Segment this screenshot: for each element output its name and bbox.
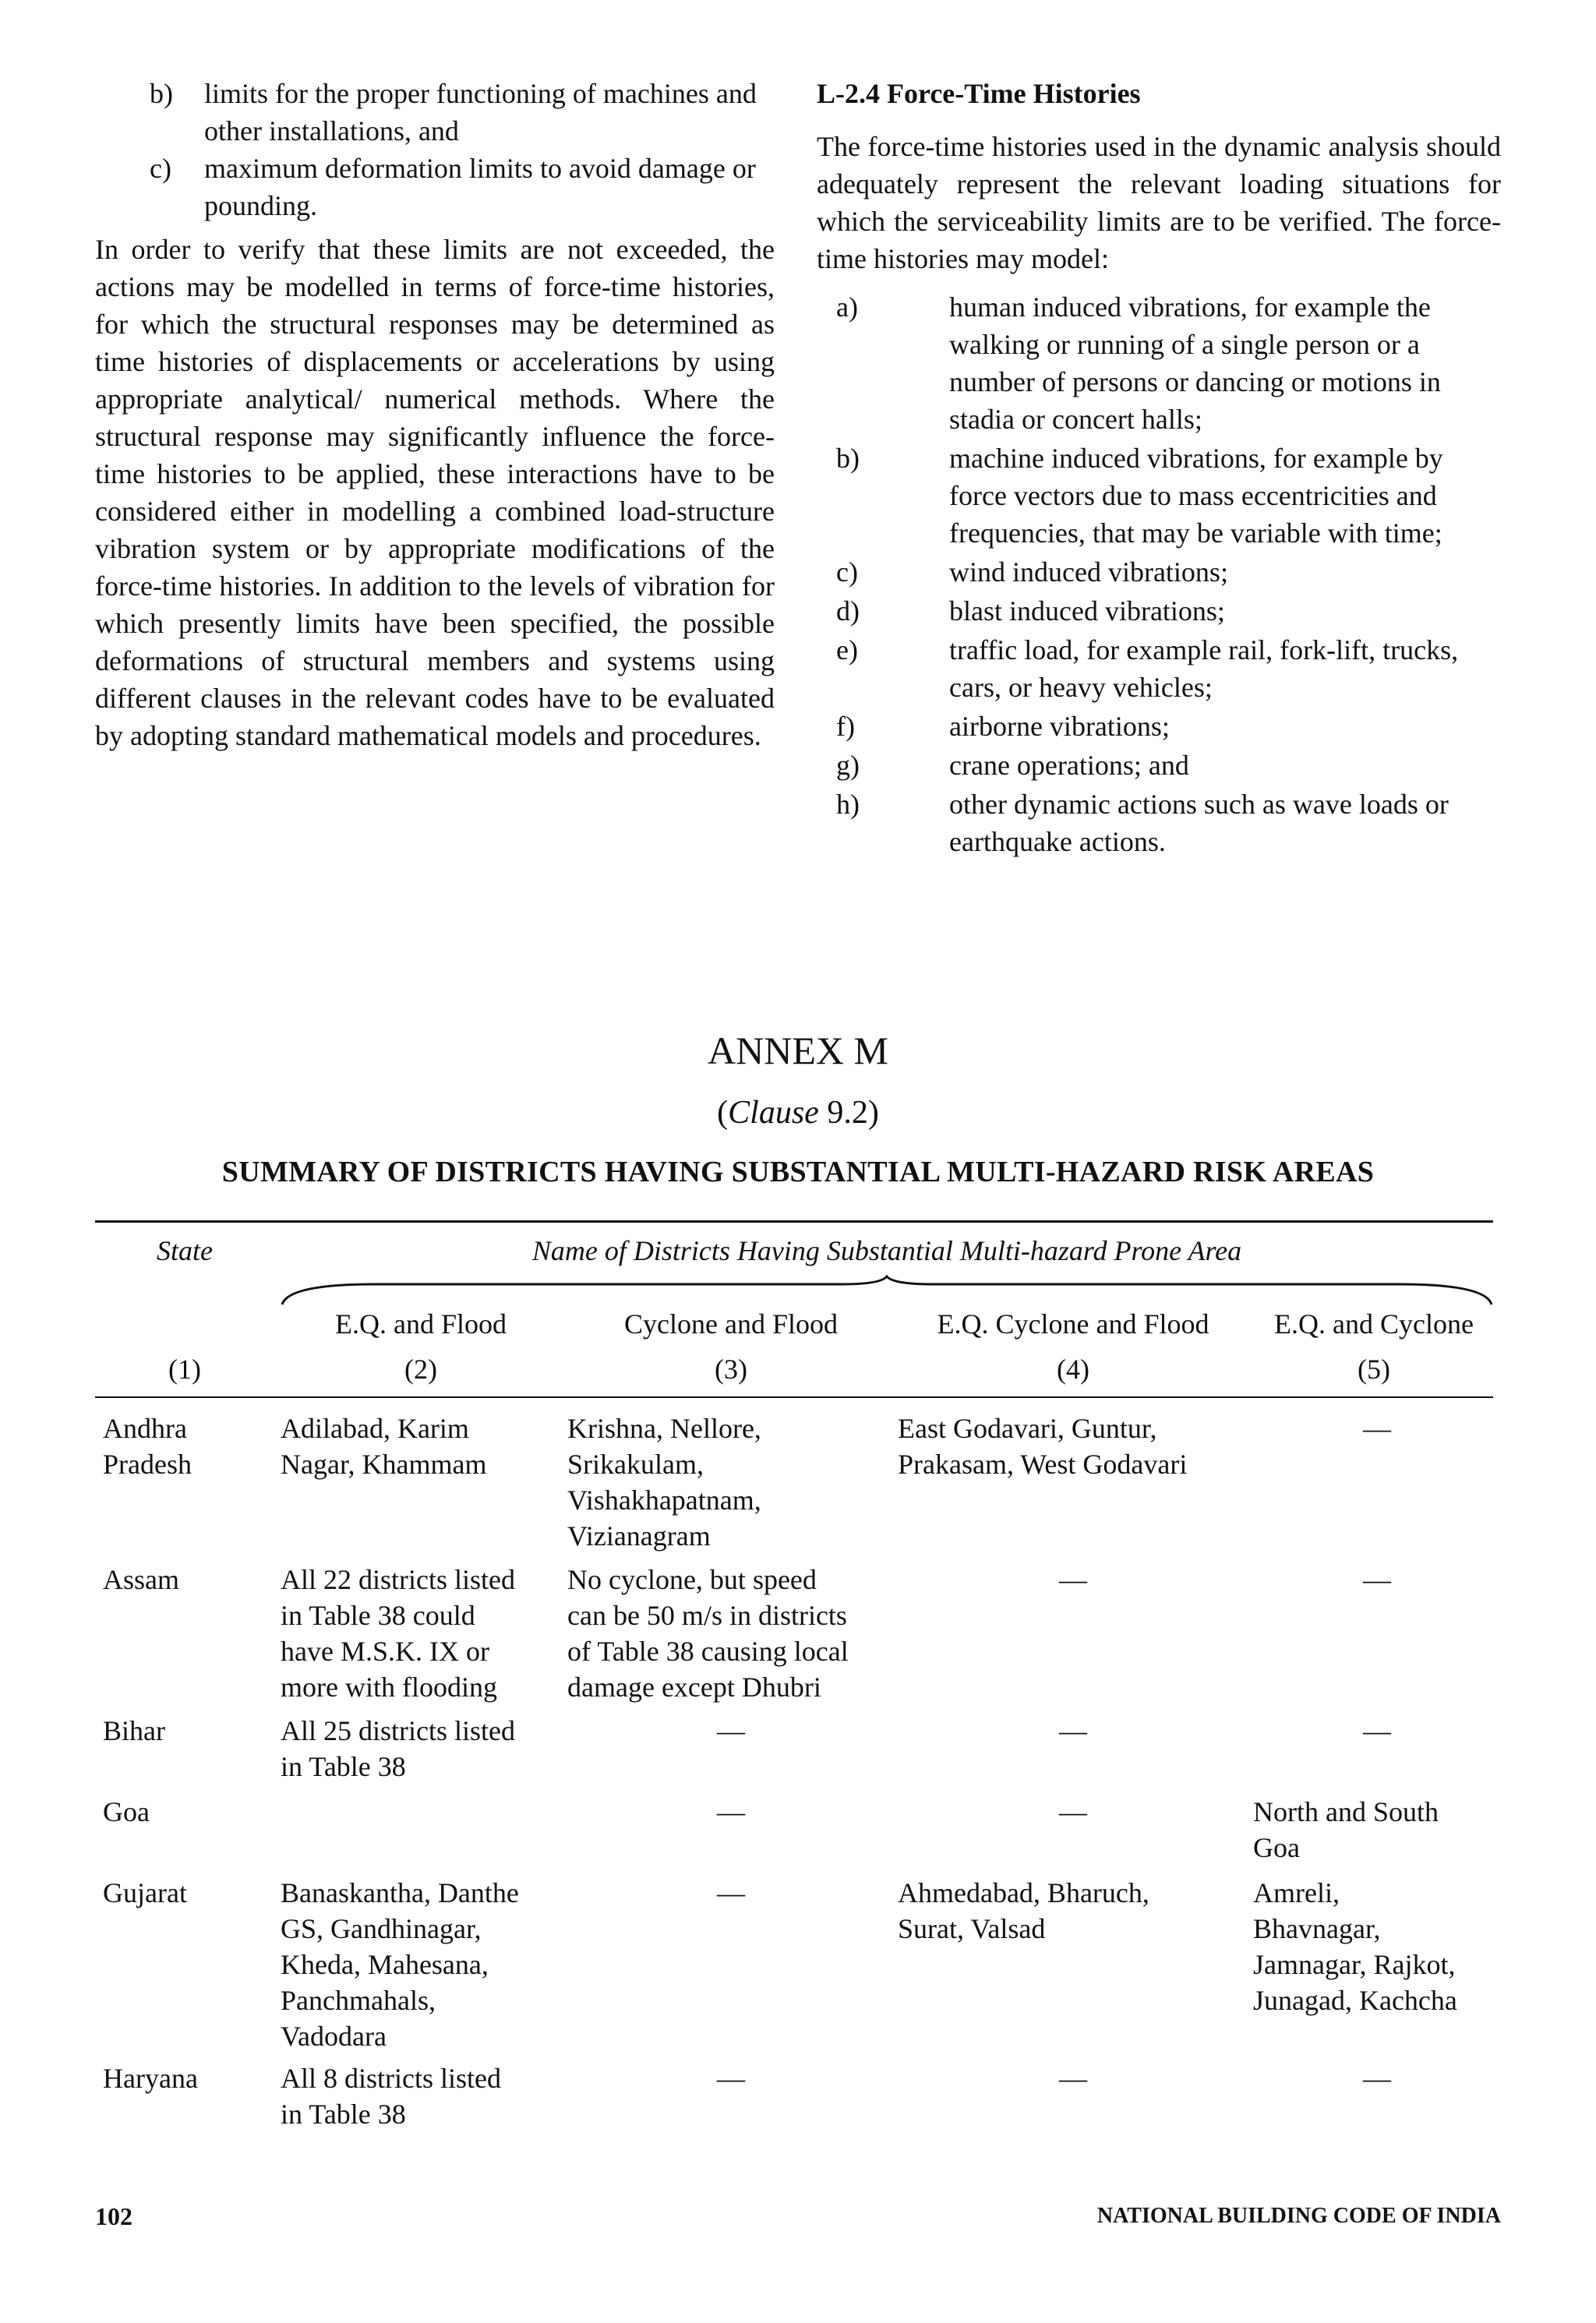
table-cell: East Godavari, Guntur, Prakasam, West Godavari <box>898 1413 1188 1480</box>
column-number: (1) <box>168 1354 201 1385</box>
list-text: limits for the proper functioning of machines and other installations, and <box>204 78 757 147</box>
table-cell: — <box>717 1796 745 1827</box>
table-cell: — <box>1059 1564 1087 1595</box>
list-text: wind induced vibrations; <box>949 556 1228 588</box>
column-number: (3) <box>715 1354 747 1385</box>
table-cell-state: Andhra Pradesh <box>103 1413 192 1480</box>
right-column <box>817 75 1501 860</box>
list-label: b) <box>150 78 173 109</box>
list-item <box>817 631 1501 706</box>
force-time-list <box>817 288 1501 860</box>
clause-word: Clause <box>728 1095 819 1131</box>
table-cell: — <box>1363 1413 1391 1444</box>
table-cell: All 25 districts listed in Table 38 <box>281 1715 515 1782</box>
table-cell: — <box>717 2063 745 2094</box>
table-cell-state: Gujarat <box>103 1877 187 1908</box>
column-header-eq-cyclone: E.Q. and Cyclone <box>1274 1308 1474 1340</box>
table-cell: Ahmedabad, Bharuch, Surat, Valsad <box>898 1877 1149 1944</box>
list-label: a) <box>836 291 858 323</box>
table-cell: All 22 districts listed in Table 38 could have M.S.K. IX or more with flooding <box>281 1564 515 1703</box>
table-cell-state: Haryana <box>103 2063 198 2094</box>
list-label: c) <box>150 153 171 184</box>
annex-title: ANNEX M <box>708 1029 888 1072</box>
header-brace <box>281 1275 1493 1306</box>
list-label: g) <box>836 750 860 781</box>
table-cell: — <box>717 1877 745 1908</box>
column-header-eq-cyclone-flood: E.Q. Cyclone and Flood <box>937 1308 1209 1340</box>
column-header-cyclone-flood: Cyclone and Flood <box>624 1308 838 1340</box>
table-cell: — <box>1363 1715 1391 1746</box>
table-cell: — <box>1363 2063 1391 2094</box>
list-item-b <box>95 75 775 150</box>
state-header: State <box>157 1235 213 1266</box>
table-cell-state: Goa <box>103 1796 150 1827</box>
list-item <box>817 553 1501 591</box>
list-item <box>817 288 1501 438</box>
list-item <box>817 708 1501 745</box>
list-item-c <box>95 150 775 224</box>
list-text: human induced vibrations, for example the walking or running of a single person or a number of persons or dancing or motions in stadia or concert halls; <box>949 291 1441 435</box>
column-number: (5) <box>1358 1354 1390 1385</box>
publication-title: NATIONAL BUILDING CODE OF INDIA <box>1096 2204 1501 2228</box>
list-item <box>817 440 1501 552</box>
table-cell: — <box>1363 1564 1391 1595</box>
verification-paragraph: In order to verify that these limits are not exceeded, the actions may be modelled in terms of force-time histories, for which the structural responses may be determined as time histories of displacements or accelerations by using appropriate analytical/ numerical methods. Where the structural response may significantly influence the force-time histories to be applied, these interactions have to be considered either in modelling a combined load-structure vibration system or by appropriate modifications of the force-time histories. In addition to the levels of vibration for which presently limits have been specified, the possible deformations of structural members and systems using different clauses in the relevant codes have to be evaluated by adopting standard mathematical models and procedures. <box>95 234 775 751</box>
table-cell: — <box>1059 1796 1087 1827</box>
list-text: maximum deformation limits to avoid damage or pounding. <box>204 153 756 221</box>
list-label: f) <box>836 711 855 742</box>
annex-heading: SUMMARY OF DISTRICTS HAVING SUBSTANTIAL MULTI-HAZARD RISK AREAS <box>221 1156 1375 1188</box>
list-label: b) <box>836 443 860 474</box>
left-column <box>95 75 775 754</box>
list-text: other dynamic actions such as wave loads or earthquake actions. <box>949 789 1449 857</box>
list-text: blast induced vibrations; <box>949 595 1225 627</box>
list-item <box>817 747 1501 784</box>
table-cell: — <box>1059 2063 1087 2094</box>
list-text: traffic load, for example rail, fork-lift, trucks, cars, or heavy vehicles; <box>949 634 1459 703</box>
table-cell: All 8 districts listed in Table 38 <box>281 2063 501 2130</box>
clause-number: 9.2 <box>827 1095 868 1131</box>
section-intro: The force-time histories used in the dynamic analysis should adequately represent the relevant loading situations for which the serviceability limits are to be verified. The force-time histories may model: <box>817 131 1501 274</box>
table-cell: North and South Goa <box>1253 1796 1439 1863</box>
list-label: d) <box>836 595 860 627</box>
list-text: machine induced vibrations, for example by force vectors due to mass eccentricities and frequencies, that may be variable with time; <box>949 443 1443 549</box>
table-cell-state: Bihar <box>103 1715 165 1746</box>
table-cell: Krishna, Nellore, Srikakulam, Vishakhapatnam, Vizianagram <box>567 1413 761 1552</box>
table-cell: No cyclone, but speed can be 50 m/s in districts of Table 38 causing local damage except Dhubri <box>567 1564 849 1703</box>
list-label: e) <box>836 634 858 665</box>
column-number: (2) <box>404 1354 437 1385</box>
list-label: h) <box>836 789 860 820</box>
table-cell: Amreli, Bhavnagar, Jamnagar, Rajkot, Junagad, Kachcha <box>1253 1877 1457 2016</box>
column-header-eq-flood: E.Q. and Flood <box>335 1308 507 1340</box>
list-text: crane operations; and <box>949 750 1189 781</box>
table-cell: — <box>717 1715 745 1746</box>
table-cell-state: Assam <box>103 1564 179 1595</box>
list-item <box>817 786 1501 860</box>
list-item <box>817 592 1501 630</box>
table-cell: — <box>1059 1715 1087 1746</box>
annex-clause: (Clause 9.2) <box>717 1095 879 1131</box>
section-title: L-2.4 Force-Time Histories <box>817 78 1141 109</box>
list-label: c) <box>836 556 858 588</box>
group-header: Name of Districts Having Substantial Multi-hazard Prone Area <box>531 1235 1242 1266</box>
list-text: airborne vibrations; <box>949 711 1170 742</box>
table-cell: Banaskantha, Danthe GS, Gandhinagar, Kheda, Mahesana, Panchmahals, Vadodara <box>281 1877 519 2052</box>
table-top-rule <box>95 1220 1493 1223</box>
table-header-rule <box>95 1396 1493 1398</box>
column-number: (4) <box>1057 1354 1089 1385</box>
page-number: 102 <box>95 2202 132 2230</box>
table-cell: Adilabad, Karim Nagar, Khammam <box>281 1413 487 1480</box>
